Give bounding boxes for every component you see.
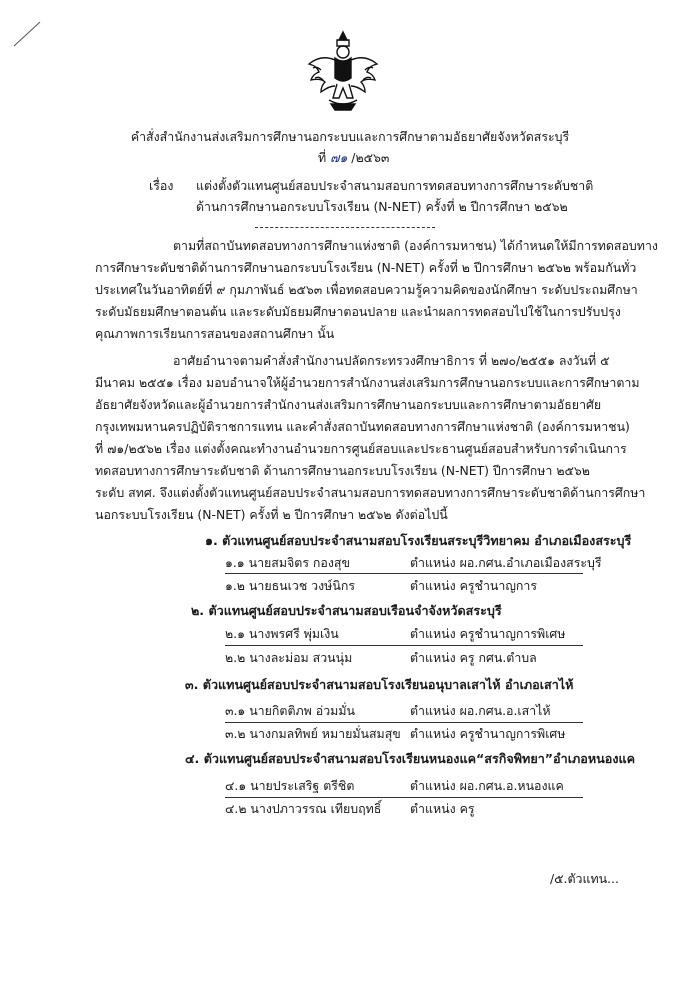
order-number-prefix: ที่ [318, 150, 327, 165]
paragraph2-line: ที่ ๗๑/๒๕๖๒ เรื่อง แต่งตั้งคณะทำงานอำนวยการศูนย์สอบและประธานศูนย์สอบสำหรับการดำเนินการ [95, 441, 627, 456]
paragraph1-line: ประเทศในวันอาทิตย์ที่ ๙ กุมภาพันธ์ ๒๕๖๓ เพื่อทดสอบความรู้ความคิดของนักศึกษา ระดับประถมศึกษา [95, 282, 638, 297]
section-title: ๓. ตัวแทนศูนย์สอบประจำสนามสอบโรงเรียนอนุบาลเสาไห้ อำเภอเสาไห้ [185, 677, 574, 692]
continuation-note: /๕.ตัวแทน... [550, 871, 619, 886]
member-position: ตำแหน่ง ครู กศน.ตำบล [410, 650, 537, 665]
section-underline [225, 797, 583, 798]
paragraph2-line: มีนาคม ๒๕๕๑ เรื่อง มอบอำนาจให้ผู้อำนวยการสำนักงานส่งเสริมการศึกษานอกระบบและการศึกษาตาม [95, 375, 640, 390]
paragraph1-line: คุณภาพการเรียนการสอนของสถานศึกษา นั้น [95, 326, 335, 341]
section-title: ๔. ตัวแทนศูนย์สอบประจำสนามสอบโรงเรียนหนองแค“สรกิจพิทยา”อำเภอหนองแค [185, 751, 636, 766]
member-name: ๑.๒ นายธนเวช วงษ์นิกร [225, 578, 355, 593]
member-position: ตำแหน่ง ครูชำนาญการพิเศษ [410, 626, 566, 641]
section-underline [225, 645, 583, 646]
section-title: ๒. ตัวแทนศูนย์สอบประจำสนามสอบเรือนจำจังหวัดสระบุรี [191, 603, 502, 618]
member-name: ๒.๑ นางพรศรี พุ่มเงิน [225, 626, 339, 641]
corner-stroke-mark [12, 18, 42, 48]
paragraph2-line: อาศัยอำนาจตามคำสั่งสำนักงานปลัดกระทรวงศึกษาธิการ ที่ ๒๗๐/๒๕๕๑ ลงวันที่ ๕ [173, 353, 610, 368]
order-number [318, 151, 389, 166]
paragraph2-line: กรุงเทพมหานครปฏิบัติราชการแทน และคำสั่งสถาบันทดสอบทางการศึกษาแห่งชาติ (องค์การมหาชน) [95, 419, 630, 434]
subject-line-1: แต่งตั้งตัวแทนศูนย์สอบประจำสนามสอบการทดสอบทางการศึกษาระดับชาติ [196, 178, 594, 193]
member-name: ๒.๒ นางละม่อม สวนนุ่ม [225, 650, 353, 665]
member-name: ๔.๑ นายประเสริฐ ตรีชิต [225, 778, 355, 793]
paragraph2-line: ระดับ สทศ. จึงแต่งตั้งตัวแทนศูนย์สอบประจำสนามสอบการทดสอบทางการศึกษาระดับชาติด้านการศึกษา [95, 485, 646, 500]
paragraph2-line: ทดสอบทางการศึกษาระดับชาติ ด้านการศึกษานอกระบบโรงเรียน (N-NET) ปีการศึกษา ๒๕๖๒ [95, 463, 590, 478]
paragraph2-line: นอกระบบโรงเรียน (N-NET) ครั้งที่ ๒ ปีการศึกษา ๒๕๖๒ ดังต่อไปนี้ [95, 507, 448, 522]
member-name: ๓.๒ นางกมลทิพย์ หมายมั่นสมสุข [225, 726, 401, 741]
subject-line-2: ด้านการศึกษานอกระบบโรงเรียน (N-NET) ครั้งที่ ๒ ปีการศึกษา ๒๕๖๒ [196, 199, 568, 214]
garuda-emblem-icon [305, 28, 381, 112]
header-divider [255, 227, 435, 228]
member-position: ตำแหน่ง ครู [410, 801, 475, 816]
order-number-suffix: /๒๕๖๓ [351, 150, 390, 165]
member-position: ตำแหน่ง ผอ.กศน.อ.เสาไห้ [410, 703, 551, 718]
section-underline [225, 722, 583, 723]
order-title: คำสั่งสำนักงานส่งเสริมการศึกษานอกระบบและการศึกษาตามอัธยาศัยจังหวัดสระบุรี [130, 129, 570, 144]
paragraph1-line: ระดับมัธยมศึกษาตอนต้น และระดับมัธยมศึกษาตอนปลาย และนำผลการทดสอบไปใช้ในการปรับปรุง [95, 304, 621, 319]
subject-label: เรื่อง [149, 178, 174, 193]
member-name: ๔.๒ นางปภาวรรณ เทียบฤทธิ์ [225, 801, 382, 816]
member-name: ๑.๑ นายสมจิตร กองสุข [225, 555, 350, 570]
paragraph2-line: อัธยาศัยจังหวัดและผู้อำนวยการสำนักงานส่งเสริมการศึกษานอกระบบและการศึกษาตามอัธยาศัย [95, 397, 602, 412]
member-position: ตำแหน่ง ผอ.กศน.อำเภอเมืองสระบุรี [410, 555, 602, 570]
section-underline [225, 573, 583, 574]
section-title: ๑. ตัวแทนศูนย์สอบประจำสนามสอบโรงเรียนสระบุรีวิทยาคม อำเภอเมืองสระบุรี [205, 533, 632, 548]
paragraph1-line: ตามที่สถาบันทดสอบทางการศึกษาแห่งชาติ (องค์การมหาชน) ได้กำหนดให้มีการทดสอบทาง [173, 238, 658, 253]
member-name: ๓.๑ นายกิตติภพ อ่วมมั่น [225, 703, 355, 718]
member-position: ตำแหน่ง ครูชำนาญการ [410, 578, 538, 593]
member-position: ตำแหน่ง ผอ.กศน.อ.หนองแค [410, 778, 564, 793]
order-number-handwritten: ๗๑ [330, 150, 348, 165]
member-position: ตำแหน่ง ครูชำนาญการพิเศษ [410, 726, 566, 741]
paragraph1-line: การศึกษาระดับชาติด้านการศึกษานอกระบบโรงเรียน (N-NET) ครั้งที่ ๒ ปีการศึกษา ๒๕๖๒ พร้อมกันทั่ว [95, 260, 637, 275]
